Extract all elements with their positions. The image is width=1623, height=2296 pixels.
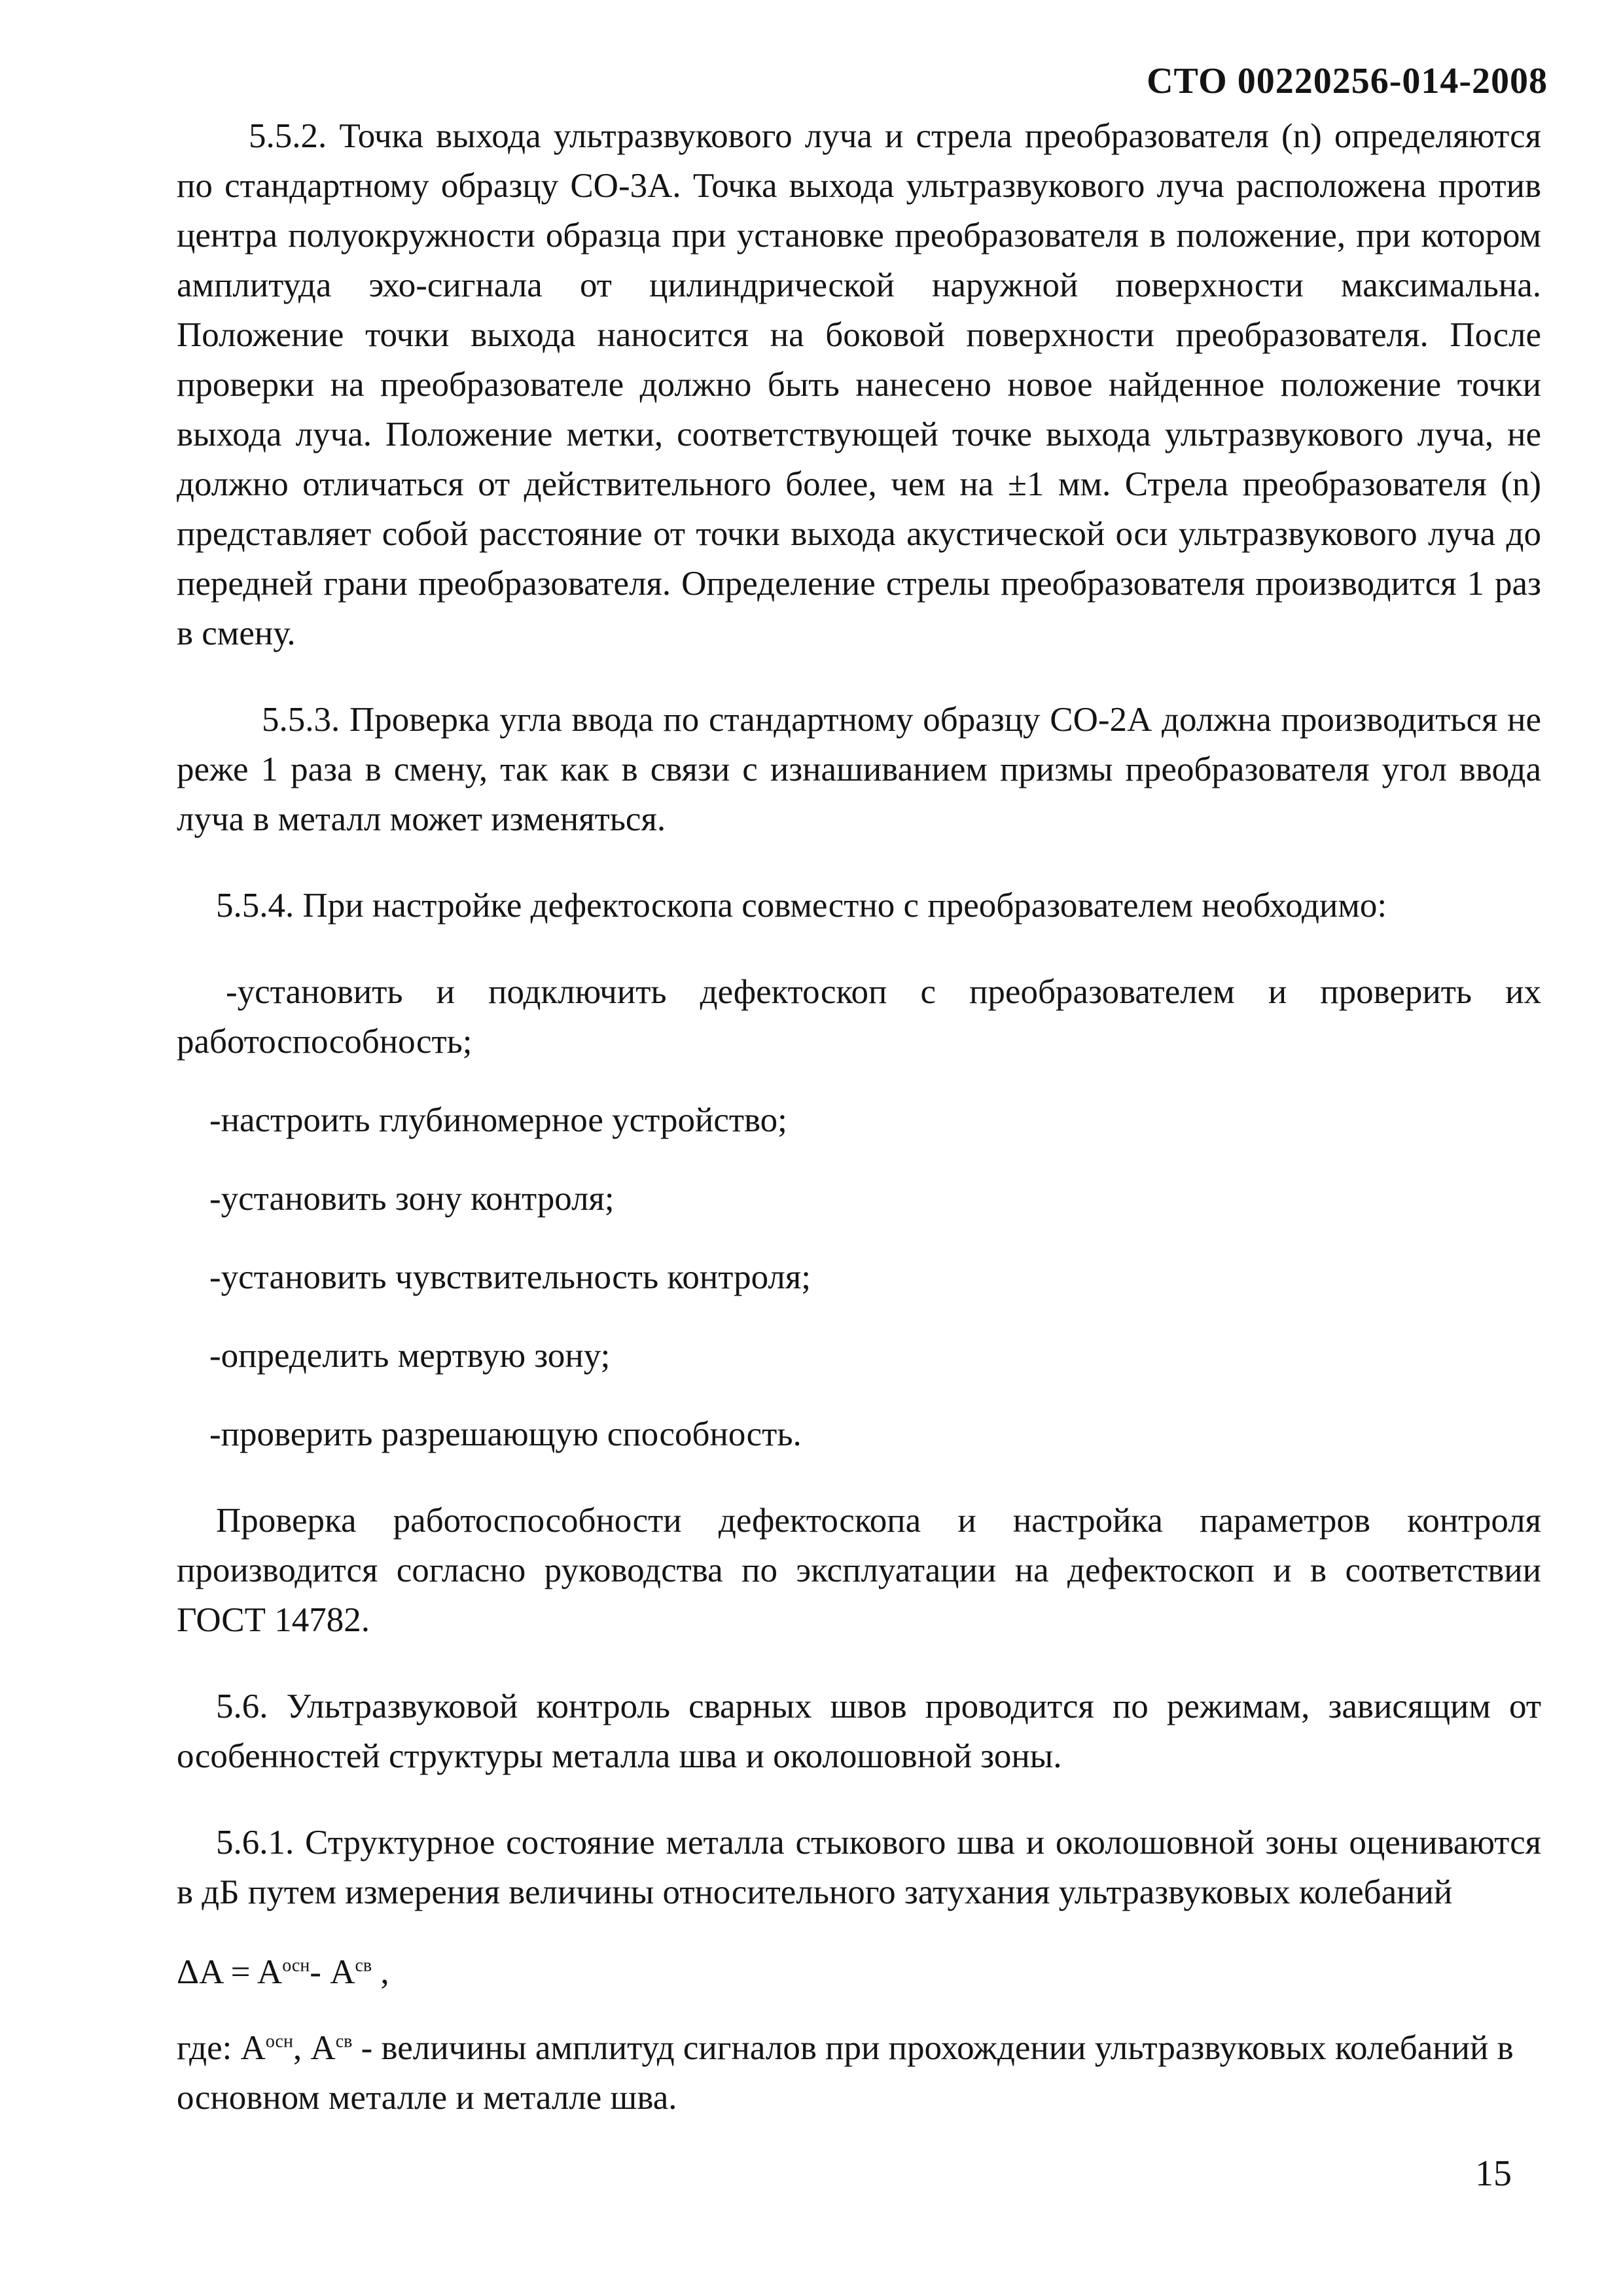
- paragraph-5-6: 5.6. Ультразвуковой контроль сварных швов проводится по режимам, зависящим от особенностей структуры металла шва и околошовной зоны.: [177, 1687, 1541, 1775]
- where-prefix: где: A: [177, 2029, 266, 2067]
- formula-explanation: [177, 2023, 1541, 2123]
- paragraph-5-5-3: 5.5.3. Проверка угла ввода по стандартному образцу СО-2А должна производиться не реже 1 раза в смену, так как в связи с изнашиванием призмы преобразователя угол ввода луча в металл может изменяться.: [177, 701, 1541, 838]
- list-item: -установить чувствительность контроля;: [209, 1258, 811, 1296]
- formula-mid: - A: [310, 1953, 355, 1991]
- list-item: -установить и подключить дефектоскоп с преобразователем и проверить их работоспособность;: [177, 973, 1541, 1061]
- where-superscript-osn: осн: [265, 2031, 293, 2052]
- paragraph-5-5-4: 5.5.4. При настройке дефектоскопа совместно с преобразователем необходимо:: [216, 887, 1387, 925]
- page-number: 15: [1475, 2153, 1512, 2194]
- document-code: СТО 00220256-014-2008: [1147, 61, 1548, 101]
- list-item: -установить зону контроля;: [209, 1180, 615, 1218]
- list-item: -определить мертвую зону;: [209, 1337, 611, 1375]
- list-item: -настроить глубиномерное устройство;: [209, 1101, 787, 1139]
- formula-tail: ,: [372, 1953, 389, 1991]
- formula: [177, 1947, 1541, 1997]
- where-rest: - величины амплитуд сигналов при прохождении ультразвуковых колебаний в основном металле и металле шва.: [177, 2029, 1514, 2117]
- paragraph-5-6-1: 5.6.1. Структурное состояние металла стыкового шва и околошовной зоны оцениваются в дБ путем измерения величины относительного затухания ультразвуковых колебаний: [177, 1824, 1541, 1911]
- formula-lhs: ΔA = A: [177, 1953, 283, 1991]
- paragraph-5-5-2: 5.5.2. Точка выхода ультразвукового луча и стрела преобразователя (n) определяются по стандартному образцу СО-3А. Точка выхода ультразвукового луча расположена против центра полуокружности образца при установке преобразователя в положение, при котором амплитуда эхо-сигнала от цилиндрической наружной поверхности максимальна. Положение точки выхода наносится на боковой поверхности преобразователя. После проверки на преобразователе должно быть нанесено новое найденное положение точки выхода луча. Положение метки, соответствующей точке выхода ультразвукового луча, не должно отличаться от действительного более, чем на ±1 мм. Стрела преобразователя (n) представляет собой расстояние от точки выхода акустической оси ультразвукового луча до передней грани преобразователя. Определение стрелы преобразователя производится 1 раз в смену.: [177, 117, 1541, 652]
- where-superscript-sv: св: [335, 2031, 353, 2052]
- formula-superscript-osn: осн: [282, 1955, 310, 1976]
- document-body: [177, 111, 1541, 2123]
- list-item: -проверить разрешающую способность.: [209, 1415, 802, 1453]
- where-mid: , A: [293, 2029, 336, 2067]
- paragraph-check: Проверка работоспособности дефектоскопа и настройка параметров контроля производится согласно руководства по эксплуатации на дефектоскоп и в соответствии ГОСТ 14782.: [177, 1502, 1541, 1639]
- formula-superscript-sv: св: [355, 1955, 372, 1976]
